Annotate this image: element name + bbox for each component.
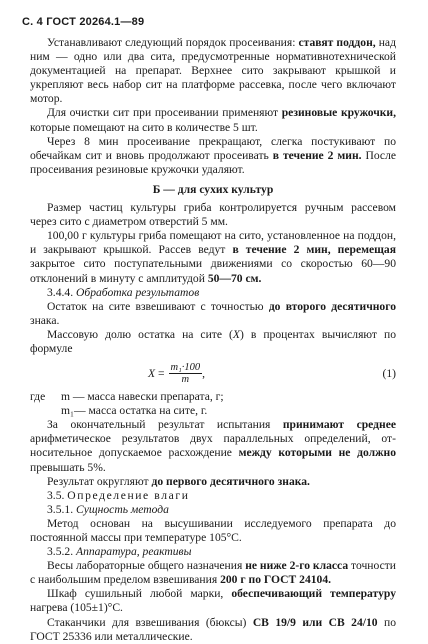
page-header: С. 4 ГОСТ 20264.1—89 xyxy=(22,16,145,28)
subsection-3-5-2: 3.5.2. Аппаратура, реактивы xyxy=(47,545,192,559)
section-title-dry-cultures: Б — для сухих культур xyxy=(152,182,274,196)
formula-legend: где m — масса навески препарата, г; m₁— масса остатка на сите, г. xyxy=(30,390,396,418)
legend-m: m — масса навески препарата, г; xyxy=(61,390,224,404)
paragraph-sieving-order: Устанавливают следующий порядок просеивания: ставят поддон, над ним — одно или два сита, предусмотренные нормативнотехнической документацией на препарат. Верхнее сито закрывают крышкой и укрепляют весь набор сит на платформе рассевка, после чего включают мотор. xyxy=(30,36,396,106)
formula-fraction: $\frac{\text{m₁·100}}{m}$ xyxy=(170,362,201,386)
paragraph-weighing-cups: Стаканчики для взвешивания (бюксы) СВ 19/9 или СВ 24/10 по ГОСТ 25336 или металлические. xyxy=(30,615,396,643)
paragraph-method-basis: Метод основан на высушивании исследуемого препарата до постоянной массы при температуре 105°С. xyxy=(30,516,396,544)
formula-expression: X = $\frac{\text{m₁·100}}{m}$ , xyxy=(148,362,206,386)
paragraph-sieving-duration: Через 8 мин просеивание прекращают, слегка постукивают по обечайкам сит и вновь продолжают просеивать в течение 2 мин. После просеивания резиновые кружочки удаляют. xyxy=(30,134,397,176)
document-body xyxy=(30,36,396,644)
paragraph-particle-size: Размер частиц культуры гриба контролируется ручным рассевом через сито с диаметром отверстий 5 мм. xyxy=(30,201,396,229)
section-3-5: 3.5. Определение влаги xyxy=(47,488,190,502)
formula-number: (1) xyxy=(382,367,396,381)
paragraph-scales: Весы лабораторные общего назначения не ниже 2-го класса точности с наибольшим пределом взвешивания 200 г по ГОСТ 24104. xyxy=(30,559,396,587)
formula-1 xyxy=(30,358,396,388)
subsection-3-5-1: 3.5.1. Сущность метода xyxy=(47,502,169,516)
paragraph-final-result: За окончательный результат испытания принимают среднее арифметическое результатов двух параллельных определений, относительное допускаемое расхождение между которыми не должно превышать 5%. xyxy=(30,418,396,474)
paragraph-residue-weighing: Остаток на сите взвешивают с точностью до второго десятичного знака. xyxy=(30,299,396,327)
legend-m1: m₁— масса остатка на сите, г. xyxy=(61,404,208,418)
paragraph-rounding: Результат округляют до первого десятичного знака. xyxy=(47,474,310,488)
paragraph-rubber-rings: Для очистки сит при просеивании применяют резиновые кружочки, которые помещают на сито в количестве 5 шт. xyxy=(30,106,396,134)
paragraph-mass-fraction: Массовую долю остатка на сите (X) в процентах вычисляют по формуле xyxy=(30,327,396,355)
paragraph-manual-sieving: 100,00 г культуры гриба помещают на сито, установленное на поддон, и закрывают крышкой. Рассев ведут в течение 2 мин, перемещая закрытое сито поступательными движениями со скоростью 60—90 отклонений в минуту с амплитудой 50—70 см. xyxy=(30,229,396,285)
subsection-3-4-4: 3.4.4. Обработка результатов xyxy=(47,285,200,299)
paragraph-drying-oven: Шкаф сушильный любой марки, обеспечивающий температуру нагрева (105±1)°С. xyxy=(30,587,396,615)
